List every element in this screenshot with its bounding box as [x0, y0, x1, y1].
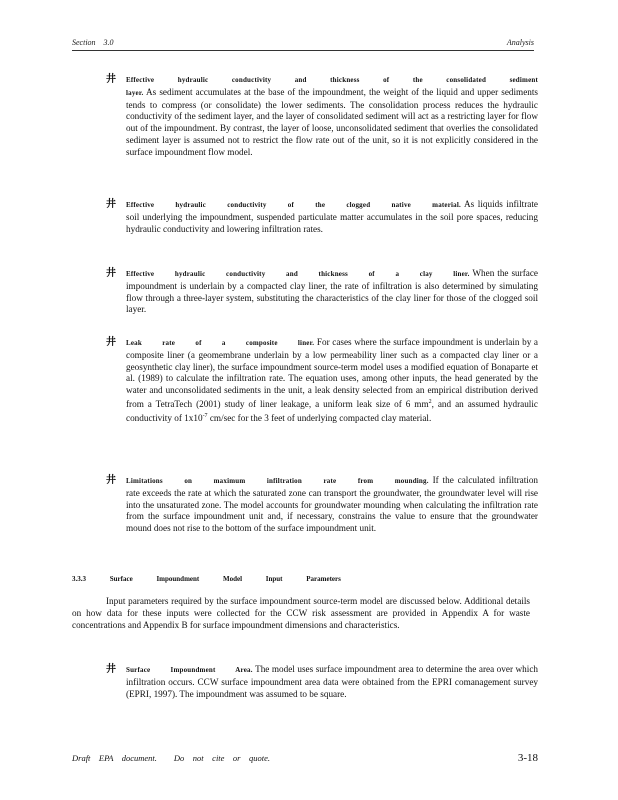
bullet-text [126, 74, 538, 159]
bullet-lead: Effective hydraulic conductivity and thickness of a clay liner. [126, 270, 470, 278]
bullet-lead: Limitations on maximum infiltration rate from mounding. [126, 477, 429, 485]
bullet-text [126, 664, 538, 700]
bullet-icon: 井 [106, 268, 116, 279]
header-rule [72, 50, 534, 51]
bullet-body: As sediment accumulates at the base of the impoundment, the weight of the liquid and upper sediments tends to compress (or consolidate) the lower sediments. The consolidation process reduces the hydraulic conductivity of the sediment layer, and the layer of consolidated sediment will act as a restricting layer for flow out of the impoundment. By contrast, the layer of loose, unconsolidated sediment that overlies the consolidated sediment layer is assumed not to restrict the flow rate out of the unit, so it is not explicitly considered in the surface impoundment flow model. [126, 86, 538, 157]
bullet-body-cont: , and an assumed hydraulic conductivity of 1x10 [126, 399, 538, 423]
bullet-text [126, 199, 538, 235]
bullet-item [108, 664, 538, 700]
bullet-body: If the calculated infiltration rate exceeds the rate at which the saturated zone can transport the groundwater, the groundwater level will rise into the unsaturated zone. The model accounts for groundwater mounding when calculating the infiltration rate from the surface impoundment unit and, if necessary, constrains the value to ensure that the groundwater mound does not rise to the bottom of the surface impoundment unit. [126, 475, 539, 534]
header-section: Section 3.0 [72, 38, 114, 47]
bullet-body-end: cm/sec for the 3 feet of underlying compacted clay material. [207, 412, 432, 423]
bullet-lead: Effective hydraulic conductivity of the clogged native material. [126, 201, 461, 209]
bullet-text [126, 268, 538, 316]
header-title: Analysis [506, 38, 534, 47]
section-title: Surface Impoundment Model Input Parameters [109, 575, 341, 583]
footer-disclaimer: Draft EPA document. Do not cite or quote. [72, 753, 271, 763]
bullet-body: For cases where the surface impoundment is underlain by a composite liner (a geomembrane underlain by a low permeability liner such as a compacted clay liner or a geosynthetic clay liner), the surface impoundment source-term model uses a modified equation of Bonaparte et al. (1989) to calculate the infiltration rate. The equation uses, among other inputs, the head generated by the water and unconsolidated sediments in the unit, a leak density selected from an empirical distribution derived from a TetraTech (2001) study of liner leakage, a uniform leak size of 6 mm [126, 337, 539, 410]
bullet-item [108, 268, 538, 316]
bullet-item [108, 337, 538, 425]
bullet-icon: 井 [106, 664, 116, 675]
section-heading [72, 575, 341, 583]
superscript: 2 [428, 398, 432, 405]
bullet-body: When the surface impoundment is underlain by a compacted clay liner, the rate of infiltration is also determined by simulating flow through a three-layer system, substituting the characteristics of the clay liner for those of the clogged soil layer. [126, 268, 538, 315]
bullet-lead: Leak rate of a composite liner. [126, 339, 315, 347]
bullet-icon: 井 [106, 475, 116, 486]
bullet-item [108, 199, 538, 235]
bullet-body: The model uses surface impoundment area to determine the area over which infiltration occurs. CCW surface impoundment area data were obtained from the EPRI comanagement survey (EPRI, 1997). The impoundment was assumed to be square. [126, 664, 538, 699]
bullet-text [126, 475, 538, 535]
bullet-icon: 井 [106, 74, 116, 85]
bullet-text [126, 337, 538, 425]
bullet-item [108, 475, 538, 535]
page-number: 3-18 [517, 752, 538, 764]
running-header [72, 38, 534, 47]
bullet-icon: 井 [106, 199, 116, 210]
page-footer [72, 752, 538, 764]
section-number: 3.3.3 [72, 575, 86, 583]
bullet-lead: Effective hydraulic conductivity and thickness of the consolidated sediment layer. [126, 76, 538, 97]
bullet-body: As liquids infiltrate soil underlying the impoundment, suspended particulate matter accumulates in the soil pore spaces, reducing hydraulic conductivity and lowering infiltration rates. [126, 199, 538, 234]
superscript: -7 [202, 412, 208, 419]
bullet-lead: Surface Impoundment Area. [126, 666, 253, 674]
bullet-icon: 井 [106, 337, 116, 348]
bullet-item [108, 74, 538, 159]
section-paragraph: Input parameters required by the surface impoundment source-term model are discussed below. Additional details on how data for these inputs were collected for the CCW risk assessment are provided in Appendix A for waste concentrations and Appendix B for surface impoundment dimensions and characteristics. [72, 596, 530, 630]
